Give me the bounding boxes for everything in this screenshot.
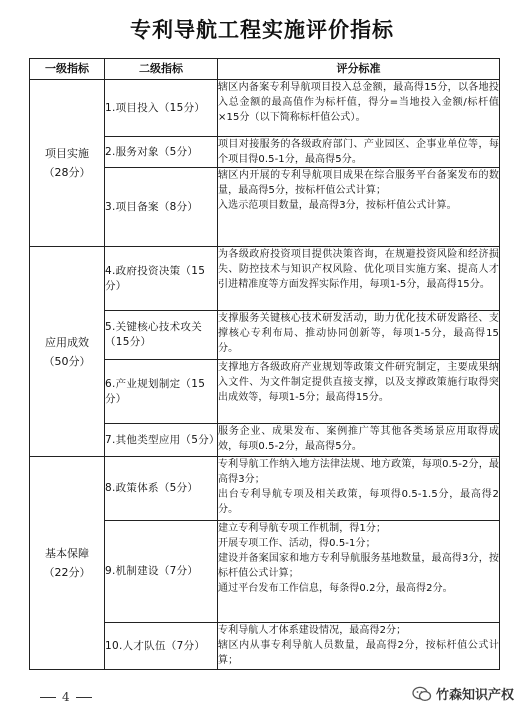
- criteria-cell: [218, 311, 500, 360]
- indicator-cell: 7.其他类型应用（5分）: [105, 424, 218, 457]
- criteria-line: 专利导航人才体系建设情况，最高得2分；: [218, 625, 407, 636]
- page-title: 专利导航工程实施评价指标: [130, 17, 394, 42]
- criteria-line: 辖区内从事专利导航人员数量，最高得2分，按标杆值公式计算；: [218, 640, 499, 666]
- table-header-row: [30, 59, 500, 80]
- evaluation-table: [29, 58, 500, 670]
- watermark: [412, 684, 514, 703]
- column-header-criteria: 评分标准: [218, 59, 500, 80]
- dash-left: [40, 697, 56, 698]
- table-row: [30, 457, 500, 521]
- criteria-line: 入选示范项目数量，最高得3分，按标杆值公式计算。: [218, 200, 457, 211]
- criteria-line: 支撑地方各级政府产业规划等政策文件研究制定，主要成果纳入文件、为文件制定提供直接支撑，以及支撑政策施行取得突出成效等，每项1-5分；最高得15分。: [218, 362, 499, 403]
- group-score: （28分）: [43, 166, 91, 179]
- criteria-line: 辖区内备案专利导航项目投入总金额，最高得15分，以各地投入总金额的最高值作为标杆值，得分=当地投入金额/标杆值×15分（以下简称标杆值公式）。: [218, 82, 499, 123]
- indicator-cell: 1.项目投入（15分）: [105, 80, 218, 137]
- watermark-text: 竹森知识产权: [435, 688, 514, 703]
- page-number: [34, 690, 98, 704]
- group-cell-basic-guarantee: [30, 457, 105, 670]
- criteria-line: 辖区内开展的专利导航项目成果在综合服务平台备案发布的数量，最高得5分，按标杆值公式计算；: [218, 170, 499, 196]
- criteria-line: 通过平台发布工作信息，每条得0.2分，最高得2分。: [218, 583, 453, 594]
- group-score: （50分）: [43, 354, 91, 368]
- indicator-cell: 3.项目备案（8分）: [105, 168, 218, 247]
- criteria-cell: [218, 247, 500, 311]
- group-cell-project-implementation: [30, 80, 105, 247]
- column-header-level1: 一级指标: [30, 59, 105, 80]
- indicator-cell: 5.关键核心技术攻关（15分）: [105, 311, 218, 360]
- indicator-cell: 10.人才队伍（7分）: [105, 623, 218, 670]
- criteria-cell: [218, 80, 500, 137]
- criteria-cell: [218, 360, 500, 424]
- indicator-cell: 8.政策体系（5分）: [105, 457, 218, 521]
- criteria-cell: [218, 424, 500, 457]
- wechat-icon: [412, 686, 432, 702]
- group-cell-application-results: [30, 247, 105, 457]
- criteria-line: 项目对接服务的各级政府部门、产业园区、企事业单位等，每个项目得0.5-1分，最高得5分。: [218, 139, 499, 165]
- dash-right: [76, 697, 92, 698]
- table-row: [30, 80, 500, 137]
- criteria-cell: [218, 623, 500, 670]
- group-name: 基本保障: [45, 547, 89, 560]
- indicator-cell: 2.服务对象（5分）: [105, 137, 218, 168]
- criteria-cell: [218, 521, 500, 623]
- criteria-cell: [218, 168, 500, 247]
- criteria-line: 开展专项工作、活动，得0.5-1分；: [218, 538, 376, 549]
- indicator-cell: 9.机制建设（7分）: [105, 521, 218, 623]
- criteria-line: 服务企业、成果发布、案例推广等其他各类场景应用取得成效，每项0.5-2分，最高得5分。: [218, 426, 499, 452]
- page-number-value: 4: [62, 690, 70, 704]
- criteria-cell: [218, 457, 500, 521]
- criteria-line: 为各级政府投资项目提供决策咨询，在规避投资风险和经济损失、防控技术与知识产权风险、优化项目实施方案、提高人才引进精准度等方面发挥实际作用，每项1-5分，最高得15分。: [218, 249, 499, 290]
- criteria-line: 建设并备案国家和地方专利导航服务基地数量，最高得3分，按标杆值公式计算；: [218, 553, 499, 579]
- group-score: （22分）: [43, 566, 91, 579]
- criteria-line: 专利导航工作纳入地方法律法规、地方政策，每项0.5-2分，最高得3分；: [218, 459, 499, 485]
- group-name: 项目实施: [45, 147, 89, 160]
- column-header-level2: 二级指标: [105, 59, 218, 80]
- indicator-cell: 4.政府投资决策（15分）: [105, 247, 218, 311]
- criteria-cell: [218, 137, 500, 168]
- criteria-line: 支撑服务关键核心技术研发活动，助力优化技术研发路径、支撑核心专利布局、推动协同创新等，每项1-5分，最高得15分。: [218, 313, 499, 354]
- group-name: 应用成效: [45, 335, 89, 349]
- indicator-cell: 6.产业规划制定（15分）: [105, 360, 218, 424]
- criteria-line: 建立专利导航专项工作机制，得1分；: [218, 523, 387, 534]
- criteria-line: 出台专利导航专项及相关政策，每项得0.5-1.5分，最高得2分。: [218, 489, 499, 515]
- table-row: [30, 247, 500, 311]
